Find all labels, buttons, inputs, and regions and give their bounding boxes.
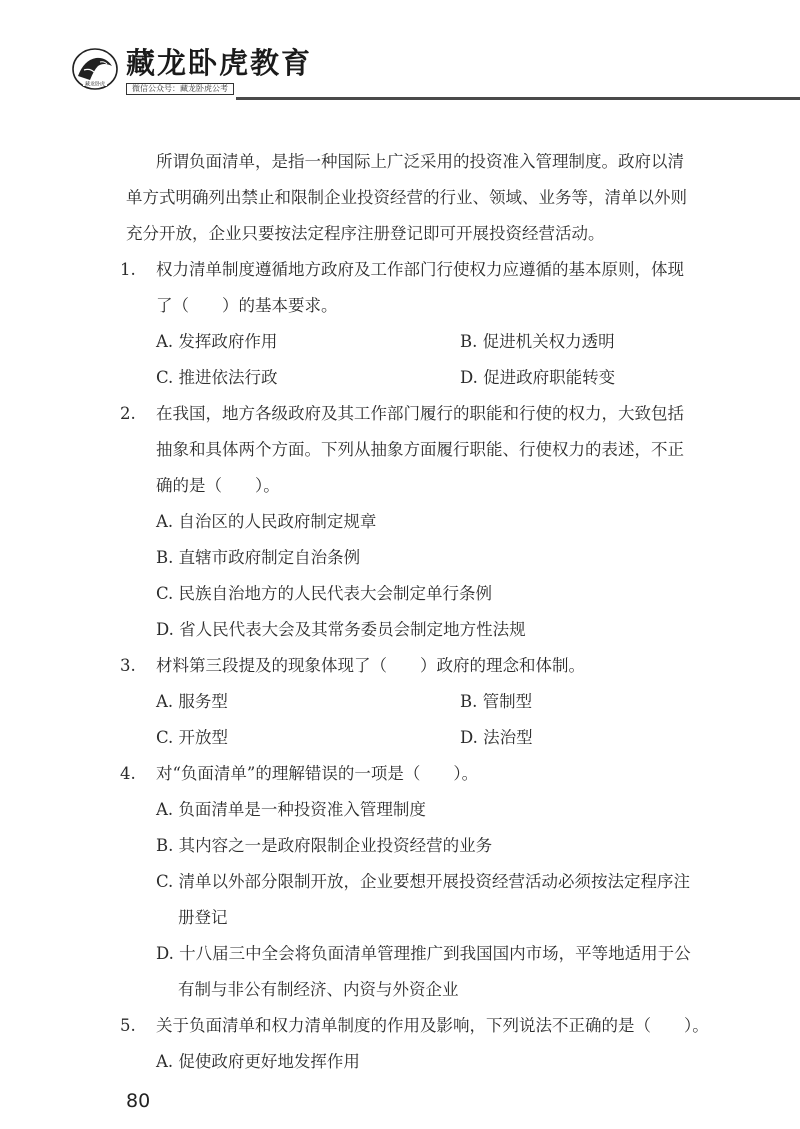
option-a: A. 自治区的人民政府制定规章 [156, 512, 377, 531]
brand-name: 藏龙卧虎教育 [126, 46, 313, 80]
question-text: 确的是（ ）。 [156, 476, 280, 495]
page-header [0, 0, 800, 100]
question-number: 2. [120, 404, 136, 423]
intro-line: 所谓负面清单，是指一种国际上广泛采用的投资准入管理制度。政府以清 [156, 152, 684, 171]
brand-subtitle: 微信公众号：藏龙卧虎公考 [126, 83, 234, 95]
option-b: B. 其内容之一是政府限制企业投资经营的业务 [156, 836, 493, 855]
option-b: B. 管制型 [460, 692, 533, 711]
option-a: A. 促使政府更好地发挥作用 [156, 1052, 360, 1071]
logo-text: 藏龙卧虎 [84, 81, 106, 88]
option-d: D. 十八届三中全会将负面清单管理推广到我国国内市场，平等地适用于公 [156, 944, 691, 963]
question-text: 对“负面清单”的理解错误的一项是（ ）。 [156, 764, 479, 783]
option-a: A. 负面清单是一种投资准入管理制度 [156, 800, 426, 819]
option-d-continued: 有制与非公有制经济、内资与外资企业 [178, 980, 459, 999]
question-text: 权力清单制度遵循地方政府及工作部门行使权力应遵循的基本原则，体现 [156, 260, 684, 279]
option-b: B. 促进机关权力透明 [460, 332, 615, 351]
option-d: D. 省人民代表大会及其常务委员会制定地方性法规 [156, 620, 526, 639]
question-number: 5. [120, 1016, 136, 1035]
question-text: 了（ ）的基本要求。 [156, 296, 338, 315]
tiger-logo-icon [70, 46, 120, 92]
option-d: D. 法治型 [460, 728, 533, 747]
option-c: C. 清单以外部分限制开放，企业要想开展投资经营活动必须按法定程序注 [156, 872, 691, 891]
question-text: 抽象和具体两个方面。下列从抽象方面履行职能、行使权力的表述，不正 [156, 440, 684, 459]
option-d: D. 促进政府职能转变 [460, 368, 616, 387]
option-c: C. 开放型 [156, 728, 229, 747]
question-number: 4. [120, 764, 136, 783]
header-rule [236, 97, 800, 100]
option-a: A. 发挥政府作用 [156, 332, 278, 351]
question-text: 关于负面清单和权力清单制度的作用及影响，下列说法不正确的是（ ）。 [156, 1016, 709, 1035]
option-c: C. 推进依法行政 [156, 368, 278, 387]
question-text: 在我国，地方各级政府及其工作部门履行的职能和行使的权力，大致包括 [156, 404, 684, 423]
question-number: 1. [120, 260, 136, 279]
question-number: 3. [120, 656, 136, 675]
option-b: B. 直辖市政府制定自治条例 [156, 548, 361, 567]
option-c: C. 民族自治地方的人民代表大会制定单行条例 [156, 584, 493, 603]
intro-line: 单方式明确列出禁止和限制企业投资经营的行业、领域、业务等，清单以外则 [126, 188, 687, 207]
option-c-continued: 册登记 [178, 908, 228, 927]
intro-line: 充分开放，企业只要按法定程序注册登记即可开展投资经营活动。 [126, 224, 605, 243]
question-text: 材料第三段提及的现象体现了（ ）政府的理念和体制。 [156, 656, 585, 675]
option-a: A. 服务型 [156, 692, 228, 711]
page-number: 80 [126, 1090, 151, 1112]
